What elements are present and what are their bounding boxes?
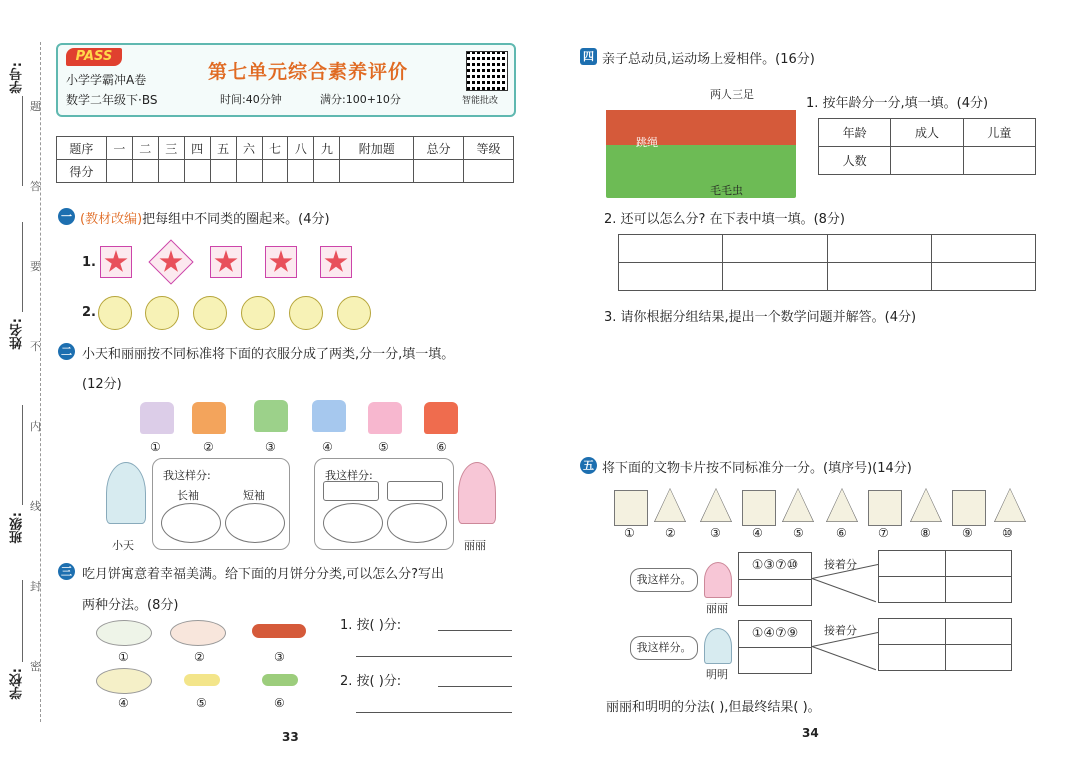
q1-item2-label: 2. bbox=[82, 305, 96, 320]
smiley-face-icon[interactable] bbox=[98, 296, 132, 330]
classification-panel-left bbox=[152, 458, 290, 550]
q1-text: 把每组中不同类的圈起来。(4分) bbox=[142, 212, 330, 227]
answer-cell[interactable] bbox=[945, 645, 1012, 671]
blouse-icon bbox=[368, 402, 402, 434]
score-cell: 九 bbox=[314, 137, 340, 160]
boy-character-icon bbox=[106, 462, 146, 524]
item-number: ⑥ bbox=[274, 696, 285, 710]
sub-group-table bbox=[878, 550, 1012, 603]
answer-cell[interactable] bbox=[945, 551, 1012, 577]
answer-oval[interactable] bbox=[225, 503, 285, 543]
name-field[interactable] bbox=[22, 222, 23, 312]
star-icon bbox=[104, 250, 128, 274]
answer-cell[interactable] bbox=[879, 645, 946, 671]
girl-character-icon bbox=[704, 562, 732, 598]
score-input-cell[interactable] bbox=[414, 160, 464, 183]
exam-header bbox=[56, 43, 516, 117]
name-label: 姓名: bbox=[10, 318, 25, 350]
answer-cell[interactable] bbox=[879, 619, 946, 645]
item-number: ④ bbox=[752, 526, 763, 540]
page-number: 34 bbox=[802, 726, 819, 740]
q3-prompt: 吃月饼寓意着幸福美满。给下面的月饼分分类,可以怎么分?写出 bbox=[82, 567, 445, 582]
answer-cell[interactable] bbox=[619, 235, 723, 263]
score-cell: 七 bbox=[262, 137, 288, 160]
q3-answer1-label: 1. 按( )分: bbox=[340, 618, 402, 633]
item-number: ⑨ bbox=[962, 526, 973, 540]
mooncake-plate-icon bbox=[96, 668, 152, 694]
boy-character-icon bbox=[704, 628, 732, 664]
girl-name: 丽丽 bbox=[706, 602, 728, 615]
age-table bbox=[818, 118, 1036, 175]
item-number: ⑤ bbox=[378, 440, 389, 454]
category-input[interactable] bbox=[323, 481, 379, 501]
class-field[interactable] bbox=[22, 405, 23, 505]
score-cell: 二 bbox=[132, 137, 158, 160]
section-badge: 三 bbox=[58, 563, 75, 580]
score-input-cell[interactable] bbox=[262, 160, 288, 183]
answer-cell[interactable] bbox=[931, 263, 1035, 291]
sweater-icon bbox=[140, 402, 174, 434]
score-cell: 四 bbox=[184, 137, 210, 160]
item-number: ⑩ bbox=[1002, 526, 1013, 540]
item-number: ⑤ bbox=[793, 526, 804, 540]
winking-face-icon[interactable] bbox=[289, 296, 323, 330]
margin-hint: 题 bbox=[30, 100, 41, 113]
star-card[interactable] bbox=[148, 239, 193, 284]
section-badge: 四 bbox=[580, 48, 597, 65]
score-input-cell[interactable] bbox=[236, 160, 262, 183]
artifact-card-square bbox=[952, 490, 986, 526]
score-cell: 总分 bbox=[414, 137, 464, 160]
q2-prompt: 小天和丽丽按不同标准将下面的衣服分成了两类,分一分,填一填。 bbox=[82, 347, 455, 362]
item-number: ⑤ bbox=[196, 696, 207, 710]
sports-field-photo bbox=[606, 72, 796, 198]
q4-sub1: 1. 按年龄分一分,填一填。(4分) bbox=[806, 96, 989, 111]
star-icon bbox=[324, 250, 348, 274]
panel-title: 我这样分: bbox=[325, 469, 373, 482]
item-number: ① bbox=[118, 650, 129, 664]
classification-panel-right bbox=[314, 458, 454, 550]
score-input-cell[interactable] bbox=[340, 160, 414, 183]
score-table bbox=[56, 136, 514, 183]
q4-sub3: 3. 请你根据分组结果,提出一个数学问题并解答。(4分) bbox=[604, 310, 917, 325]
score-cell: 六 bbox=[236, 137, 262, 160]
answer-line[interactable] bbox=[356, 656, 512, 657]
classification-table bbox=[618, 234, 1036, 291]
star-icon bbox=[159, 250, 183, 274]
item-number: ② bbox=[203, 440, 214, 454]
group-box bbox=[738, 552, 812, 606]
time-limit: 时间:40分钟 bbox=[220, 93, 282, 106]
score-input-cell[interactable] bbox=[314, 160, 340, 183]
mooncake-plate-icon bbox=[170, 620, 226, 646]
boy-name: 小天 bbox=[112, 539, 134, 552]
answer-oval[interactable] bbox=[323, 503, 383, 543]
mooncake-icon bbox=[262, 674, 298, 686]
q1-item1-label: 1. bbox=[82, 255, 96, 270]
section-badge: 一 bbox=[58, 208, 75, 225]
answer-cell[interactable] bbox=[963, 147, 1035, 175]
score-cell: 三 bbox=[158, 137, 184, 160]
margin-hint: 不 bbox=[30, 340, 41, 353]
item-number: ④ bbox=[118, 696, 129, 710]
mooncake-icon bbox=[252, 624, 306, 638]
margin-hint: 密 bbox=[30, 660, 41, 673]
q1-tag: (教材改编) bbox=[80, 212, 143, 227]
speech-bubble: 我这样分。 bbox=[630, 568, 698, 592]
qr-caption: 智能批改 bbox=[462, 96, 499, 106]
category-input[interactable] bbox=[387, 481, 443, 501]
q3-points: 两种分法。(8分) bbox=[82, 598, 179, 613]
item-number: ⑧ bbox=[920, 526, 931, 540]
margin-hint: 要 bbox=[30, 260, 41, 273]
score-cell: 一 bbox=[106, 137, 132, 160]
short-sleeve-label: 短袖 bbox=[243, 489, 265, 502]
score-input-cell[interactable] bbox=[158, 160, 184, 183]
star-card[interactable] bbox=[265, 246, 297, 278]
score-input-cell[interactable] bbox=[184, 160, 210, 183]
star-card[interactable] bbox=[320, 246, 352, 278]
table-row-label: 人数 bbox=[819, 147, 891, 175]
table-header: 年龄 bbox=[819, 119, 891, 147]
answer-line[interactable] bbox=[438, 686, 512, 687]
item-number: ② bbox=[194, 650, 205, 664]
speech-bubble: 我这样分。 bbox=[630, 636, 698, 660]
artifact-card-square bbox=[868, 490, 902, 526]
item-number: ④ bbox=[322, 440, 333, 454]
margin-hint: 内 bbox=[30, 420, 41, 433]
score-cell: 八 bbox=[288, 137, 314, 160]
shirt-icon bbox=[312, 400, 346, 432]
answer-cell[interactable] bbox=[619, 263, 723, 291]
table-header: 儿童 bbox=[963, 119, 1035, 147]
score-table-header-row bbox=[57, 137, 514, 160]
artifact-card-triangle bbox=[700, 488, 732, 522]
smiley-face-icon[interactable] bbox=[241, 296, 275, 330]
answer-oval[interactable] bbox=[387, 503, 447, 543]
section-badge: 五 bbox=[580, 457, 597, 474]
school-label: 学校: bbox=[10, 668, 25, 700]
answer-oval[interactable] bbox=[161, 503, 221, 543]
answer-line[interactable] bbox=[356, 712, 512, 713]
answer-line[interactable] bbox=[438, 630, 512, 631]
star-card[interactable] bbox=[210, 246, 242, 278]
subject-grade: 数学二年级下·BS bbox=[66, 93, 158, 107]
answer-cell[interactable] bbox=[879, 551, 946, 577]
q4-prompt: 亲子总动员,运动场上爱相伴。(16分) bbox=[602, 52, 815, 67]
score-input-cell[interactable] bbox=[106, 160, 132, 183]
artifact-card-triangle bbox=[654, 488, 686, 522]
answer-cell[interactable] bbox=[827, 263, 931, 291]
smiley-face-icon[interactable] bbox=[193, 296, 227, 330]
artifact-card-triangle bbox=[782, 488, 814, 522]
answer-cell[interactable] bbox=[723, 263, 827, 291]
item-number: ⑥ bbox=[436, 440, 447, 454]
item-number: ③ bbox=[710, 526, 721, 540]
margin-hint: 封 bbox=[30, 580, 41, 593]
q1-prompt bbox=[80, 208, 330, 227]
long-sleeve-label: 长袖 bbox=[177, 489, 199, 502]
group-box bbox=[738, 620, 812, 674]
score-table-score-row bbox=[57, 160, 514, 183]
photo-label: 毛毛虫 bbox=[710, 184, 743, 197]
q5-conclusion: 丽丽和明明的分法( ),但最终结果( )。 bbox=[606, 700, 821, 715]
binding-line bbox=[40, 42, 41, 722]
arrow-icon bbox=[812, 578, 876, 602]
q5-prompt: 将下面的文物卡片按不同标准分一分。(填序号)(14分) bbox=[602, 461, 912, 476]
score-input-cell[interactable] bbox=[132, 160, 158, 183]
artifact-card-square bbox=[742, 490, 776, 526]
item-number: ③ bbox=[274, 650, 285, 664]
page-number: 33 bbox=[282, 730, 299, 744]
mooncake-icon bbox=[184, 674, 220, 686]
student-id-field[interactable] bbox=[22, 96, 23, 186]
girl-character-icon bbox=[458, 462, 496, 524]
series-name: 小学学霸冲A卷 bbox=[66, 73, 147, 87]
smiley-face-icon[interactable] bbox=[145, 296, 179, 330]
photo-label: 两人三足 bbox=[710, 88, 754, 101]
answer-cell[interactable] bbox=[879, 577, 946, 603]
star-card[interactable] bbox=[100, 246, 132, 278]
artifact-card-triangle bbox=[910, 488, 942, 522]
q4-sub2: 2. 还可以怎么分? 在下表中填一填。(8分) bbox=[604, 212, 845, 227]
q3-answer2-label: 2. 按( )分: bbox=[340, 674, 402, 689]
answer-cell[interactable] bbox=[945, 619, 1012, 645]
next-step-label: 接着分 bbox=[824, 558, 857, 571]
score-input-cell[interactable] bbox=[210, 160, 236, 183]
jacket-icon bbox=[254, 400, 288, 432]
section-badge: 二 bbox=[58, 343, 75, 360]
mooncake-plate-icon bbox=[96, 620, 152, 646]
score-cell: 题序 bbox=[57, 137, 107, 160]
group-value: ①③⑦⑩ bbox=[739, 553, 811, 580]
boy-name: 明明 bbox=[706, 668, 728, 681]
answer-cell[interactable] bbox=[891, 147, 963, 175]
group-value: ①④⑦⑨ bbox=[739, 621, 811, 648]
full-score: 满分:100+10分 bbox=[320, 93, 401, 106]
smiley-face-icon[interactable] bbox=[337, 296, 371, 330]
item-number: ② bbox=[665, 526, 676, 540]
answer-cell[interactable] bbox=[945, 577, 1012, 603]
item-number: ③ bbox=[265, 440, 276, 454]
girl-name: 丽丽 bbox=[464, 539, 486, 552]
tshirt-icon bbox=[424, 402, 458, 434]
score-cell: 附加题 bbox=[340, 137, 414, 160]
artifact-card-triangle bbox=[994, 488, 1026, 522]
item-number: ① bbox=[150, 440, 161, 454]
answer-cell[interactable] bbox=[931, 235, 1035, 263]
class-label: 班级: bbox=[10, 512, 25, 544]
page-title: 第七单元综合素养评价 bbox=[208, 61, 409, 83]
score-input-cell[interactable] bbox=[463, 160, 513, 183]
star-icon bbox=[214, 250, 238, 274]
item-number: ⑦ bbox=[878, 526, 889, 540]
panel-title: 我这样分: bbox=[163, 469, 211, 482]
artifact-card-triangle bbox=[826, 488, 858, 522]
photo-label: 跳绳 bbox=[636, 136, 658, 149]
score-cell: 得分 bbox=[57, 160, 107, 183]
q2-points: (12分) bbox=[82, 377, 122, 392]
margin-hint: 线 bbox=[30, 500, 41, 513]
star-icon bbox=[269, 250, 293, 274]
student-id-label: 学号: bbox=[10, 62, 25, 94]
tshirt-icon bbox=[192, 402, 226, 434]
arrow-icon bbox=[812, 646, 876, 670]
item-number: ① bbox=[624, 526, 635, 540]
answer-cell[interactable] bbox=[723, 235, 827, 263]
sub-group-table bbox=[878, 618, 1012, 671]
school-field[interactable] bbox=[22, 580, 23, 662]
margin-hint: 答 bbox=[30, 180, 41, 193]
artifact-card-square bbox=[614, 490, 648, 526]
answer-cell[interactable] bbox=[827, 235, 931, 263]
next-step-label: 接着分 bbox=[824, 624, 857, 637]
item-number: ⑥ bbox=[836, 526, 847, 540]
score-input-cell[interactable] bbox=[288, 160, 314, 183]
score-cell: 五 bbox=[210, 137, 236, 160]
table-header: 成人 bbox=[891, 119, 963, 147]
pass-logo: PASS bbox=[66, 48, 122, 66]
qr-code-icon[interactable] bbox=[466, 51, 508, 91]
score-cell: 等级 bbox=[463, 137, 513, 160]
